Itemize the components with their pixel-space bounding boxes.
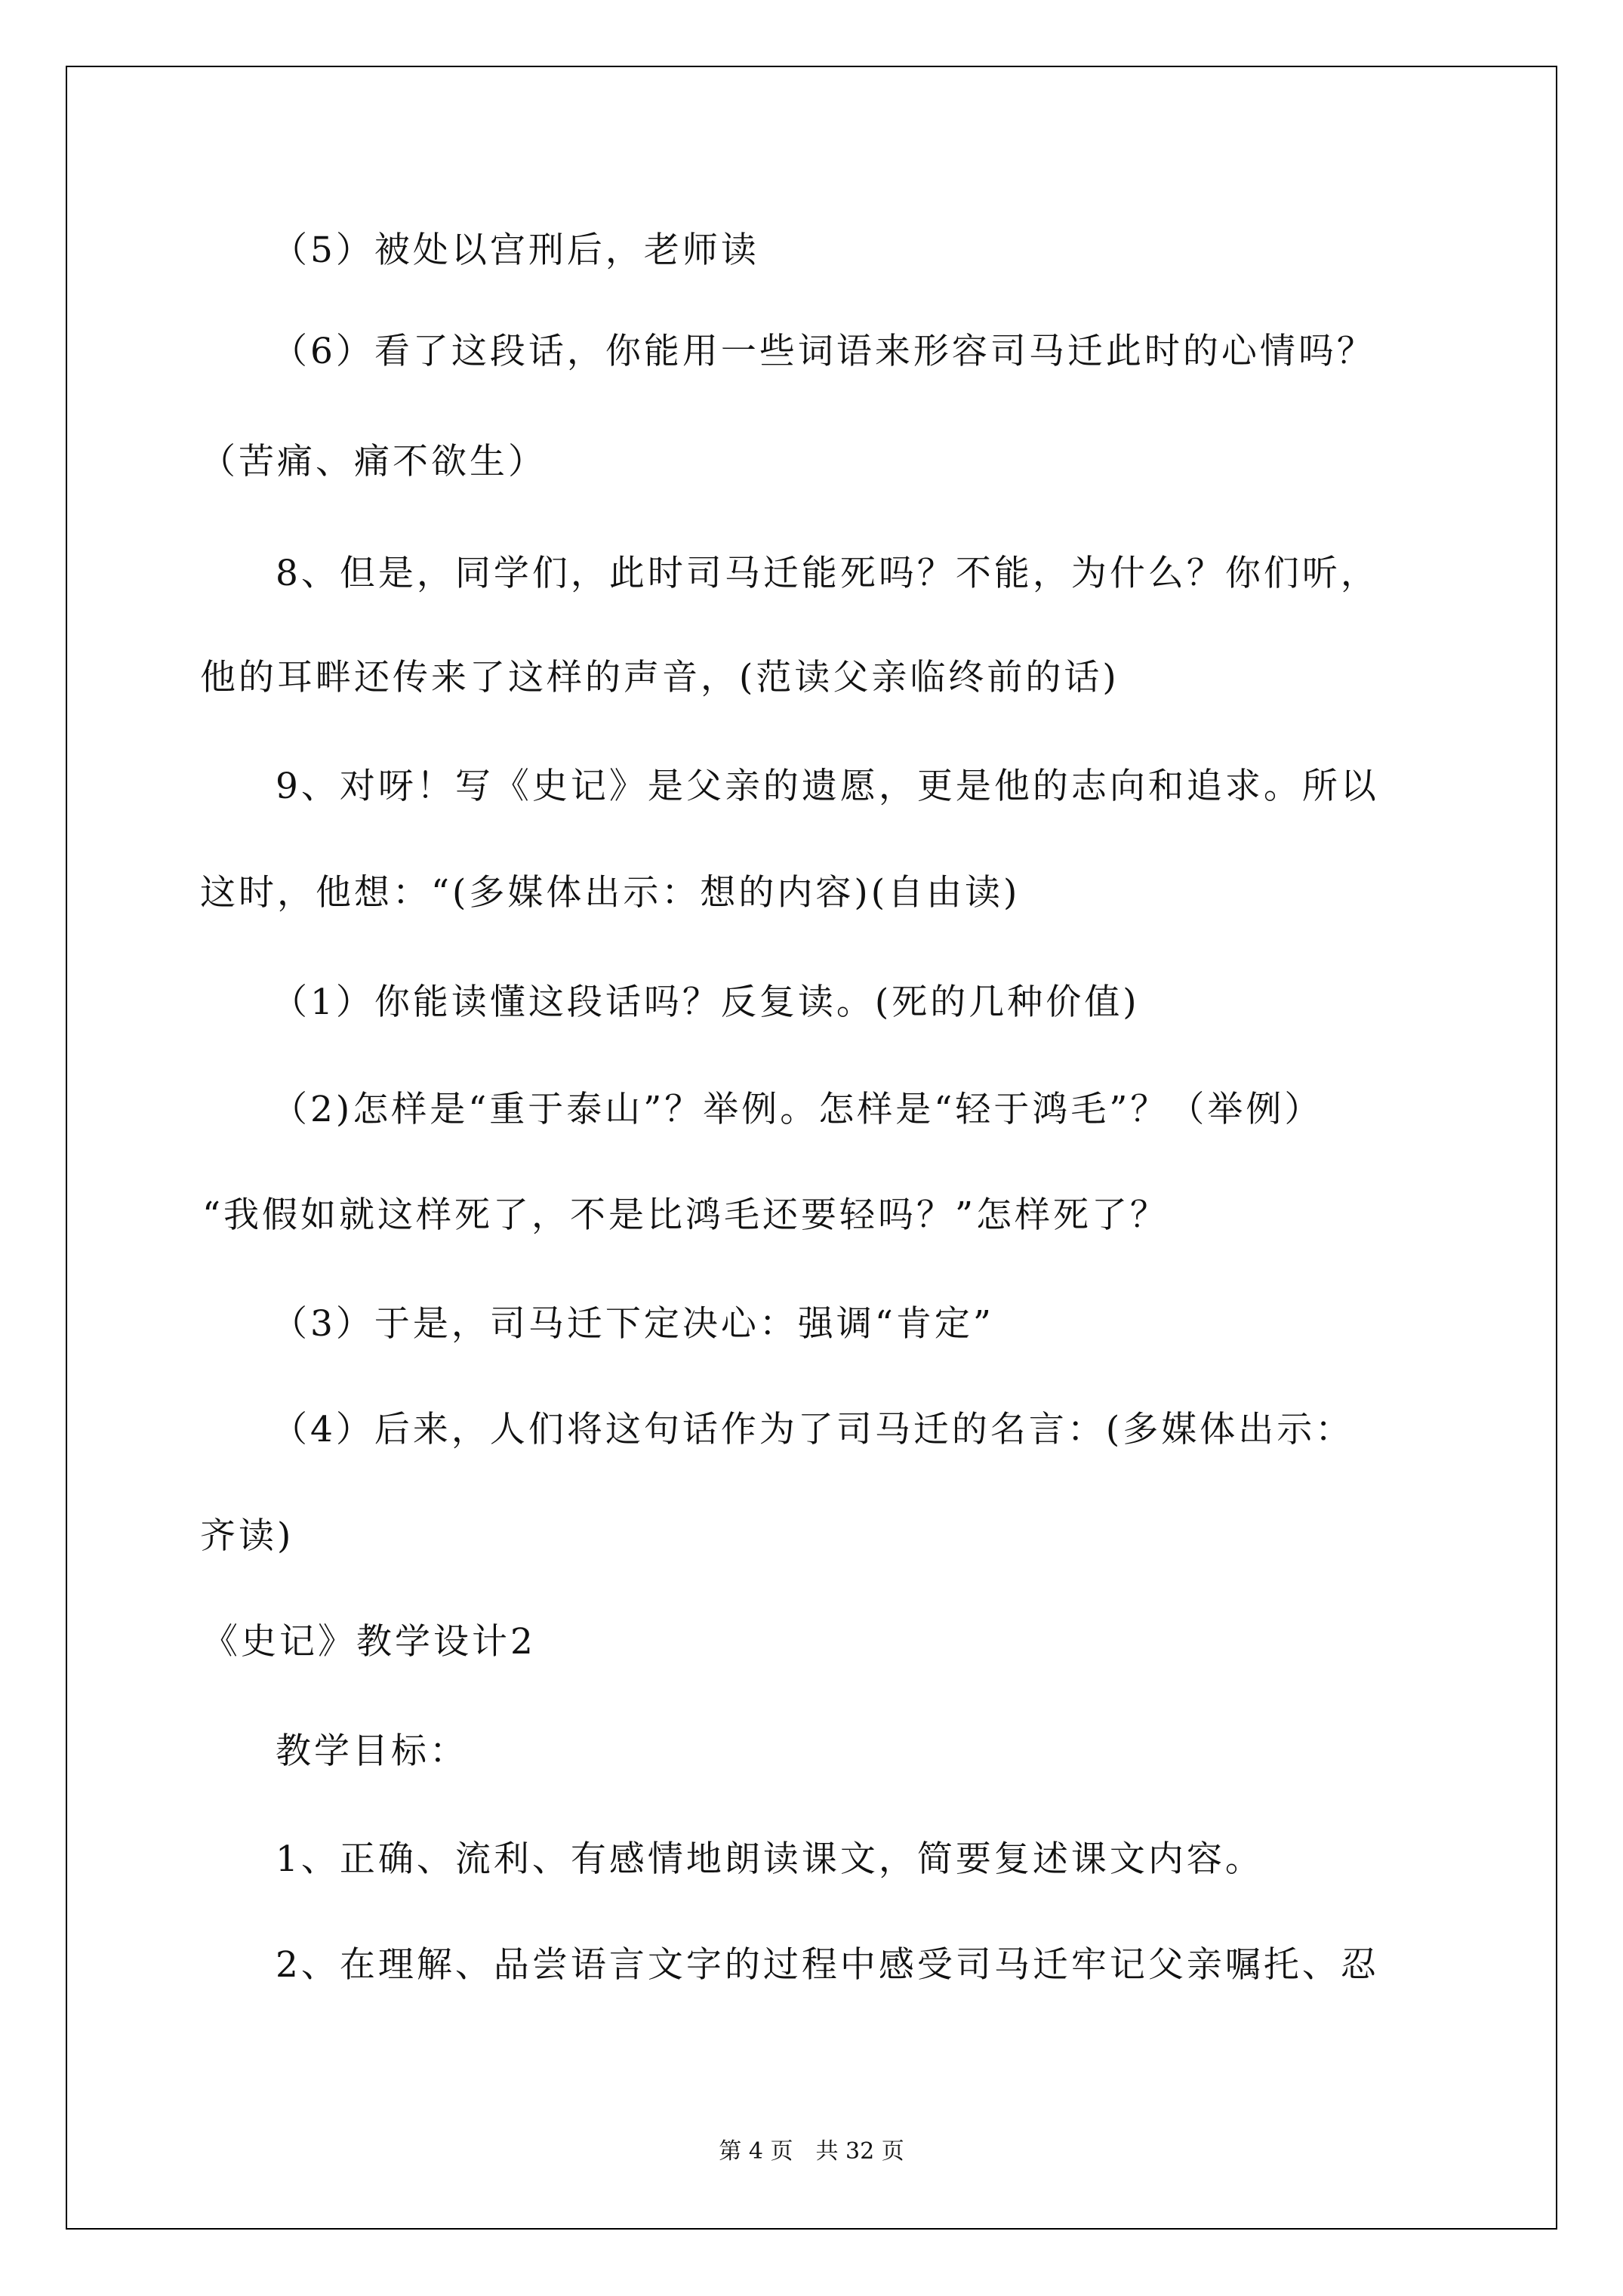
text-line: 这时，他想：“(多媒体出示：想的内容)(自由读) <box>200 872 1021 914</box>
text-line: （6）看了这段话，你能用一些词语来形容司马迁此时的心情吗？ <box>272 331 1375 372</box>
text-line: 教学目标： <box>276 1730 468 1772</box>
page-footer <box>0 2137 1623 2167</box>
page-number: 第 4 页 <box>719 2138 793 2165</box>
text-line: （4）后来，人们将这句话作为了司马迁的名言：(多媒体出示： <box>272 1409 1354 1450</box>
text-line: 1、正确、流利、有感情地朗读课文，简要复述课文内容。 <box>276 1838 1264 1880</box>
text-line: 8、但是，同学们，此时司马迁能死吗？不能，为什么？你们听， <box>276 553 1379 594</box>
page-border <box>66 66 1557 2230</box>
text-line: 齐读) <box>200 1515 294 1557</box>
text-line: 9、对呀！写《史记》是父亲的遗愿，更是他的志向和追求。所以 <box>276 766 1379 807</box>
text-line: （1）你能读懂这段话吗？反复读。(死的几种价值) <box>272 982 1140 1023</box>
page-total: 共 32 页 <box>815 2138 904 2165</box>
text-line: “我假如就这样死了，不是比鸿毛还要轻吗？”怎样死了？ <box>202 1194 1169 1236</box>
text-line: （3）于是，司马迁下定决心：强调“肯定” <box>272 1303 994 1345</box>
text-line: （2)怎样是“重于泰山”？举例。怎样是“轻于鸿毛”？（举例） <box>272 1089 1323 1130</box>
text-line: （苦痛、痛不欲生） <box>200 441 547 482</box>
text-line: 他的耳畔还传来了这样的声音，(范读父亲临终前的话) <box>200 657 1119 698</box>
section-heading: 《史记》教学设计2 <box>202 1621 536 1663</box>
text-line: 2、在理解、品尝语言文字的过程中感受司马迁牢记父亲嘱托、忍 <box>276 1944 1379 1986</box>
text-line: （5）被处以宫刑后，老师读 <box>272 230 759 271</box>
